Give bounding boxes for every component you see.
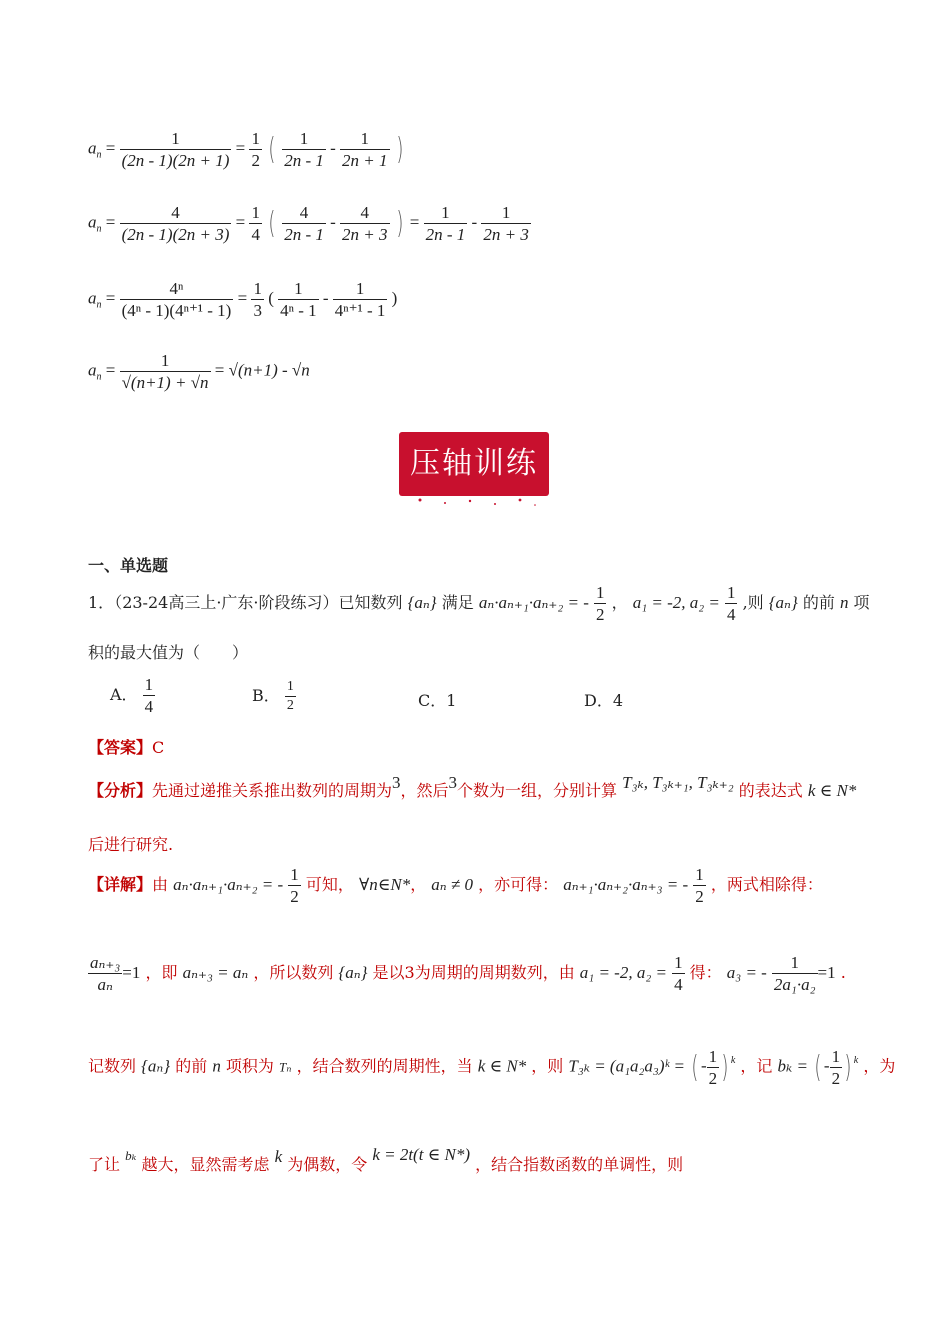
fraction: $\frac{1}{3}$ [253,279,262,320]
analysis-tag: 【分析】 [88,781,153,800]
fraction: $\frac{1}{2}$ [695,865,704,906]
fraction: $\frac{1}{√(n+1) + √n}$ [121,351,209,392]
fraction: $\frac{1}{4}$ [251,203,260,244]
fraction: $\frac{1}{2}$ [290,865,299,906]
analysis-line-2: 后进行研究. [88,835,174,854]
detail-line-3: 记数列 {aₙ} 的前 n 项积为 Tₙ ，结合数列的周期性，当 k ∈ N* ，则 T₃ₖ = (a₁a₂a₃)ᵏ = ( - $\frac{1}{2}$ ) $^k$ ，记 bₖ = ( - $\frac{1}{2}$ ) $^k$ ，为 [88,1047,896,1088]
formula-3: $a_n$ = $\frac{\text{4ⁿ}}{\text{(4ⁿ - 1)(4ⁿ⁺¹ - 1)}}$ = $\frac{1}{3}$ ( $\frac{1}{\text{4ⁿ - 1}}$ - $\frac{1}{\text{4ⁿ⁺¹ - 1}}$ ) [88,279,398,320]
fraction: $\frac{1}{2}$ [286,679,294,713]
fraction: $\frac{\text{4ⁿ}}{\text{(4ⁿ - 1)(4ⁿ⁺¹ - 1)}}$ [121,279,232,320]
fraction: $\frac{1}{2n + 3}$ [483,203,529,244]
formula-2: $a_n$ = $\frac{4}{(2n - 1)(2n + 3)}$ = $\frac{1}{4}$ ( $\frac{4}{2n - 1}$ - $\frac{4}{2n + 3}$ ) = $\frac{1}{2n - 1}$ - $\frac{1}{2n + 3}$ [88,203,529,244]
fraction: $\frac{\text{aₙ₊₃}}{\text{aₙ}}$ [90,953,121,994]
fraction: $\frac{1}{2}$ [251,129,260,170]
detail-line-2: $\frac{\text{aₙ₊₃}}{\text{aₙ}}$ =1 ，即 aₙ₊₃ = aₙ ，所以数列 {aₙ} 是以3为周期的周期数列，由 a₁ = -2, a₂ = $\frac{1}{4}$ 得： a₃ = - $\frac{1}{\text{2a₁·a₂}}$ =1 . [90,953,846,994]
question-source: （23-24高三上·广东·阶段练习） [114,593,339,612]
detail-tag: 【详解】 [88,875,153,894]
fraction: $\frac{1}{\text{4ⁿ⁺¹ - 1}}$ [334,279,386,320]
fraction: $\frac{1}{2n - 1}$ [284,129,324,170]
formula-1: $a_n$ = $\frac{1}{(2n - 1)(2n + 1)}$ = $\frac{1}{2}$ ( $\frac{1}{2n - 1}$ - $\frac{1}{2n + 1}$ ) [88,129,404,170]
fraction: $\frac{1}{4}$ [674,953,683,994]
question-1-line-2: 积的最大值为（ ） [88,643,249,662]
formula-4: $a_n$ = $\frac{1}{√(n+1) + √n}$ = √(n+1) - √n [88,351,310,392]
banner-brush-decoration [400,496,550,510]
fraction: $\frac{1}{2}$ [595,583,605,624]
detail-line-4: 了让 $^{b_k}$ 越大，显然需考虑 k 为偶数，令 k = 2t(t ∈ N*) ，结合指数函数的单调性，则 [88,1145,684,1174]
answer-value: C [152,738,165,757]
formula-lhs: a [88,138,97,158]
fraction: $\frac{1}{(2n - 1)(2n + 1)}$ [121,129,230,170]
fraction: $\frac{1}{2}$ [831,1047,841,1088]
answer-line [88,735,164,758]
analysis-line-1: 【分析】先通过递推关系推出数列的周期为3，然后3个数为一组，分别计算 T₃ₖ, T₃ₖ₊₁, T₃ₖ₊₂ 的表达式 k ∈ N* [88,773,857,800]
fraction: $\frac{1}{\text{4ⁿ - 1}}$ [280,279,317,320]
fraction: $\frac{4}{2n + 3}$ [342,203,388,244]
option-b[interactable]: B． $\frac{1}{2}$ [252,679,294,713]
fraction: $\frac{1}{2n - 1}$ [425,203,466,244]
fraction: $\frac{1}{4}$ [144,675,154,716]
fraction: $\frac{1}{4}$ [726,583,736,624]
section-title: 一、单选题 [88,556,169,575]
option-c[interactable]: C．1 [418,691,457,710]
question-1-line-1: 1．（23-24高三上·广东·阶段练习）已知数列 {aₙ} 满足 aₙ·aₙ₊₁·aₙ₊₂ = - $\frac{1}{2}$ ， a₁ = -2, a₂ = $\frac{1}{4}$ ,则 {aₙ} 的前 n 项 [88,583,870,624]
fraction: $\frac{1}{2}$ [708,1047,718,1088]
detail-line-1: 【详解】由 aₙ·aₙ₊₁·aₙ₊₂ = - $\frac{1}{2}$ 可知， ∀n∈N*， aₙ ≠ 0 ，亦可得： aₙ₊₁·aₙ₊₂·aₙ₊₃ = - $\frac{1}{2}$ ，两式相除得： [88,865,823,906]
option-d[interactable]: D．4 [584,691,624,710]
question-number: 1． [88,593,115,612]
option-a[interactable]: A． $\frac{1}{4}$ [110,675,154,716]
fraction: $\frac{4}{2n - 1}$ [284,203,324,244]
answer-tag: 【答案】 [88,738,153,757]
section-banner: 压轴训练 [399,432,549,496]
fraction: $\frac{4}{(2n - 1)(2n + 3)}$ [121,203,230,244]
fraction: $\frac{1}{\text{2a₁·a₂}}$ [773,953,816,994]
fraction: $\frac{1}{2n + 1}$ [342,129,388,170]
